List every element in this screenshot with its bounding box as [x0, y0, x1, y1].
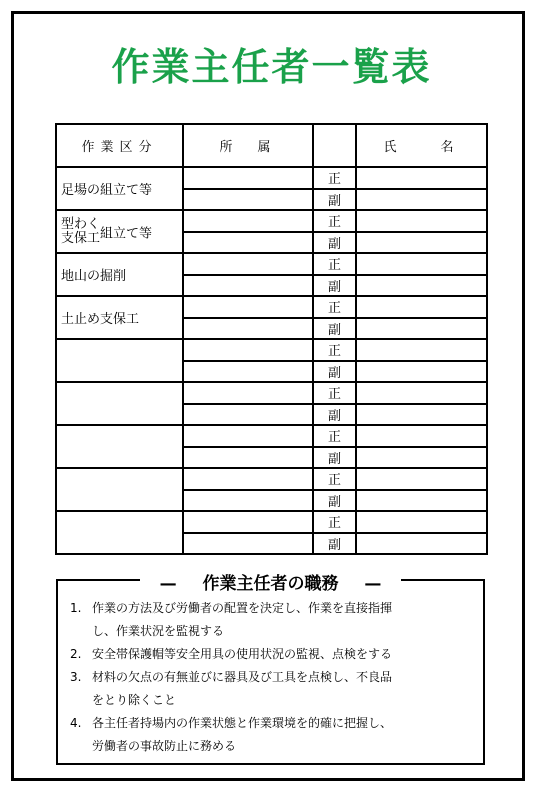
name-cell	[356, 447, 487, 469]
affiliation-cell	[183, 275, 313, 297]
primary-role-cell: 正	[313, 253, 356, 275]
category-label: 地山の掘削	[61, 269, 127, 284]
category-cell	[56, 339, 183, 382]
deputy-role-cell: 副	[313, 232, 356, 254]
name-cell	[356, 511, 487, 533]
deputy-role-cell: 副	[313, 275, 356, 297]
deputy-role-cell: 副	[313, 490, 356, 512]
primary-role-cell: 正	[313, 339, 356, 361]
duty-item	[70, 643, 475, 666]
duty-number: 2.	[70, 647, 82, 661]
duty-number: 1.	[70, 601, 82, 615]
name-cell	[356, 490, 487, 512]
affiliation-cell	[183, 425, 313, 447]
table-row	[56, 296, 487, 318]
duty-text: 作業の方法及び労働者の配置を決定し、作業を直接指揮 し、作業状況を監視する	[92, 601, 393, 638]
duty-item	[70, 712, 475, 758]
affiliation-cell	[183, 468, 313, 490]
category-cell	[56, 210, 183, 253]
name-cell	[356, 232, 487, 254]
name-cell	[356, 404, 487, 426]
table-row	[56, 253, 487, 275]
header-category: 作業区分	[56, 124, 183, 167]
primary-role-cell: 正	[313, 511, 356, 533]
deputy-role-cell: 副	[313, 189, 356, 211]
table-header-row	[56, 124, 487, 167]
affiliation-cell	[183, 189, 313, 211]
affiliation-cell	[183, 318, 313, 340]
category-cell	[56, 167, 183, 210]
duty-item	[70, 597, 475, 643]
category-label: 土止め支保工	[61, 312, 140, 327]
affiliation-cell	[183, 533, 313, 555]
category-label: 足場の組立て等	[61, 183, 153, 198]
duty-number: 3.	[70, 670, 82, 684]
name-cell	[356, 189, 487, 211]
header-name: 氏 名	[356, 124, 487, 167]
name-cell	[356, 275, 487, 297]
name-cell	[356, 533, 487, 555]
roster-body	[56, 167, 487, 554]
name-cell	[356, 361, 487, 383]
deputy-role-cell: 副	[313, 447, 356, 469]
deputy-role-cell: 副	[313, 361, 356, 383]
table-row	[56, 339, 487, 361]
duty-list	[70, 597, 475, 758]
duties-box	[56, 574, 485, 765]
table-row	[56, 468, 487, 490]
table-row	[56, 382, 487, 404]
name-cell	[356, 382, 487, 404]
duties-title: — 作業主任者の職務 —	[58, 569, 483, 594]
duty-item	[70, 666, 475, 712]
duty-text: 材料の欠点の有無並びに器具及び工具を点検し、不良品 をとり除くこと	[92, 670, 393, 707]
affiliation-cell	[183, 253, 313, 275]
affiliation-cell	[183, 447, 313, 469]
name-cell	[356, 167, 487, 189]
category-label-suffix: 組立て等	[100, 226, 153, 241]
duty-number: 4.	[70, 716, 82, 730]
category-cell	[56, 425, 183, 468]
duty-text: 安全帯保護帽等安全用具の使用状況の監視、点検をする	[92, 647, 393, 661]
affiliation-cell	[183, 404, 313, 426]
name-cell	[356, 210, 487, 232]
category-label-line2: 支保工	[61, 230, 101, 246]
duties-title-text: 作業主任者の職務	[193, 574, 349, 594]
affiliation-cell	[183, 232, 313, 254]
name-cell	[356, 296, 487, 318]
affiliation-cell	[183, 296, 313, 318]
affiliation-cell	[183, 511, 313, 533]
roster-table	[55, 123, 488, 555]
name-cell	[356, 253, 487, 275]
name-cell	[356, 339, 487, 361]
deputy-role-cell: 副	[313, 318, 356, 340]
table-row	[56, 511, 487, 533]
primary-role-cell: 正	[313, 425, 356, 447]
category-label-line1: 型わく	[61, 216, 101, 232]
primary-role-cell: 正	[313, 296, 356, 318]
primary-role-cell: 正	[313, 382, 356, 404]
name-cell	[356, 425, 487, 447]
header-role	[313, 124, 356, 167]
header-affiliation: 所 属	[183, 124, 313, 167]
affiliation-cell	[183, 361, 313, 383]
deputy-role-cell: 副	[313, 533, 356, 555]
primary-role-cell: 正	[313, 167, 356, 189]
table-row	[56, 425, 487, 447]
affiliation-cell	[183, 490, 313, 512]
duty-text: 各主任者持場内の作業状態と作業環境を的確に把握し、 労働者の事故防止に務める	[92, 716, 393, 753]
primary-role-cell: 正	[313, 210, 356, 232]
table-row	[56, 210, 487, 232]
deputy-role-cell: 副	[313, 404, 356, 426]
category-cell	[56, 468, 183, 511]
name-cell	[356, 318, 487, 340]
affiliation-cell	[183, 167, 313, 189]
affiliation-cell	[183, 382, 313, 404]
affiliation-cell	[183, 339, 313, 361]
category-cell	[56, 253, 183, 296]
category-cell	[56, 382, 183, 425]
name-cell	[356, 468, 487, 490]
affiliation-cell	[183, 210, 313, 232]
category-cell	[56, 296, 183, 339]
table-row	[56, 167, 487, 189]
category-cell	[56, 511, 183, 554]
page-title: 作業主任者一覧表	[111, 45, 432, 89]
primary-role-cell: 正	[313, 468, 356, 490]
